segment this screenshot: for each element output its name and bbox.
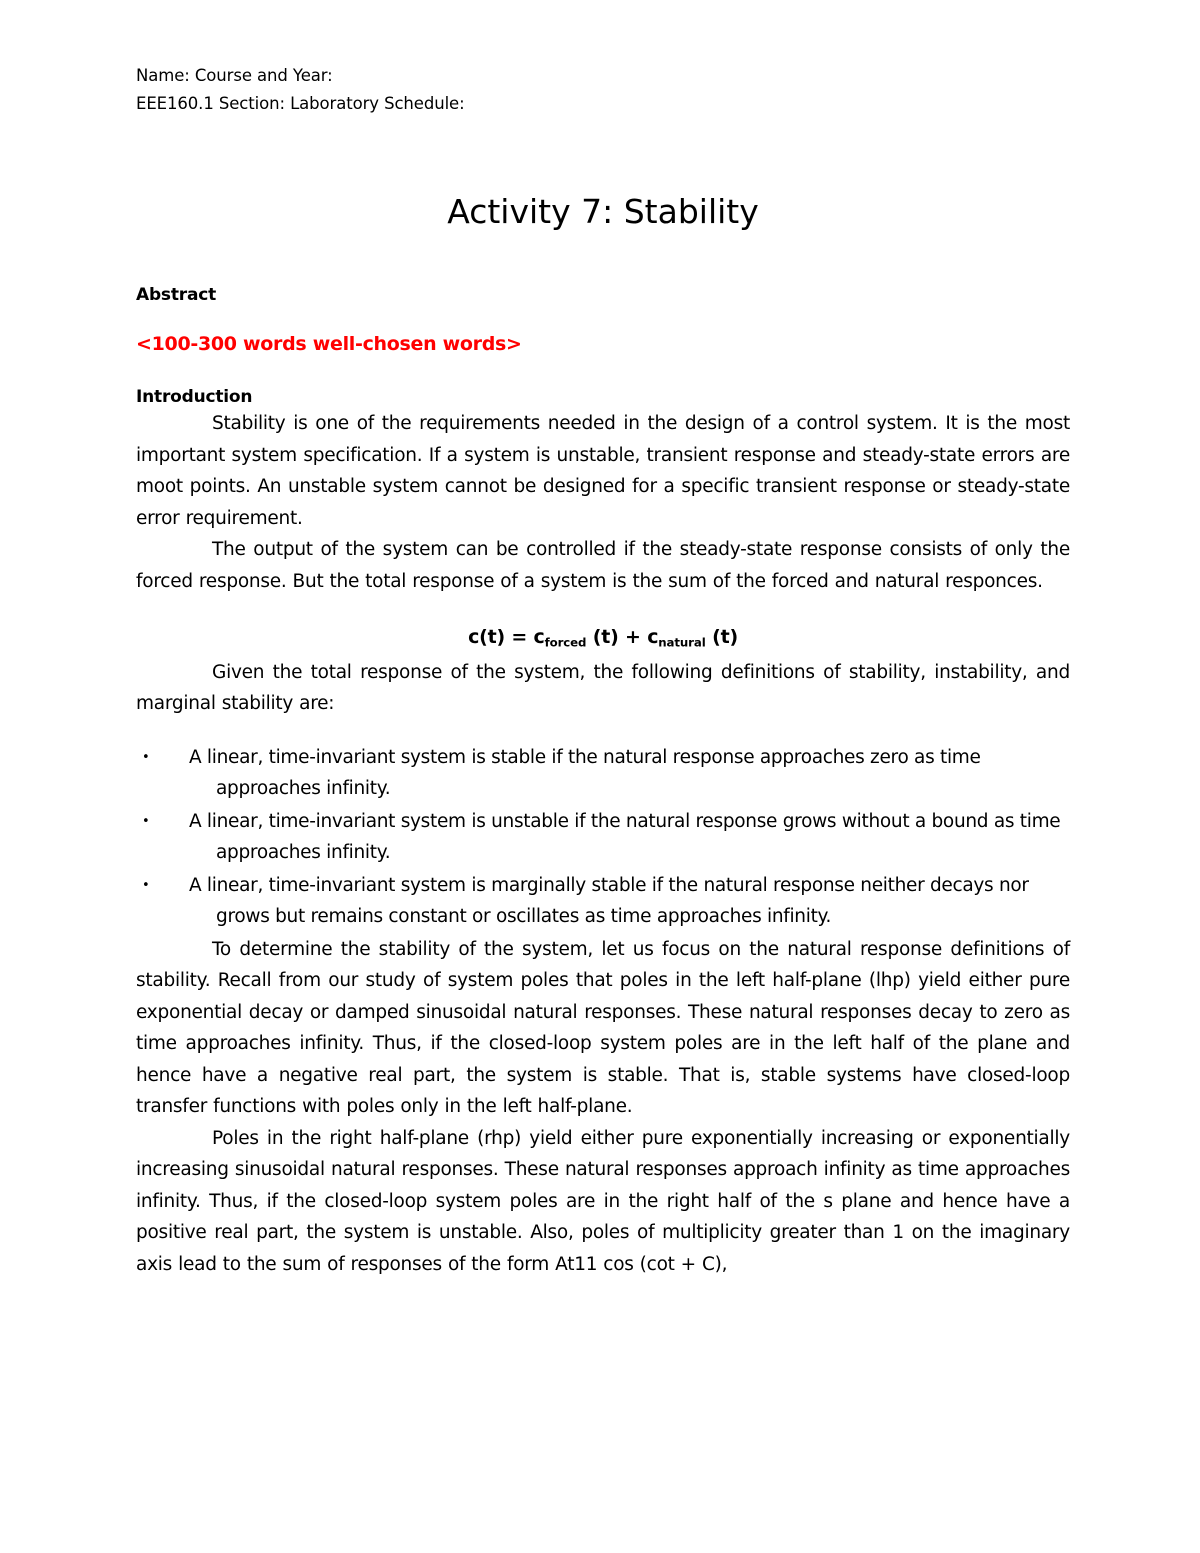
- header-line-name-course: Name: Course and Year:: [136, 66, 333, 85]
- equation-middle: (t) + c: [586, 626, 659, 648]
- list-item: [136, 806, 1070, 869]
- list-item: [136, 870, 1070, 933]
- stability-definitions-list: [136, 742, 1070, 933]
- bullet-dot-icon: •: [142, 877, 150, 893]
- list-item: [136, 742, 1070, 805]
- heading-abstract: Abstract: [136, 285, 217, 305]
- equation-rhs: (t): [705, 626, 738, 648]
- paragraph-definitions-intro: Given the total response of the system, the following definitions of stability, instability, and marginal stability are:: [136, 661, 1070, 715]
- bullet-dot-icon: •: [142, 813, 150, 829]
- list-item-label: A linear, time-invariant system is stable if the natural response approaches zero as time approaches infinity.: [189, 746, 981, 800]
- paragraph-stability-requirement: Stability is one of the requirements needed in the design of a control system. It is the most important system specification. If a system is unstable, transient response and steady-state errors are moot points. An unstable system cannot be designed for a specific transient response or steady-state error requirement.: [136, 413, 1070, 529]
- paragraph-total-response: The output of the system can be controlled if the steady-state response consists of only the forced response. But the total response of a system is the sum of the forced and natural responces.: [136, 539, 1070, 592]
- page-title: Activity 7: Stability: [447, 192, 759, 231]
- bullet-dot-icon: •: [142, 749, 150, 765]
- equation-lhs: c(t) = c: [468, 626, 545, 648]
- equation-total-response: [136, 623, 1070, 657]
- abstract-placeholder-note: <100-300 words well-chosen words>: [136, 333, 522, 355]
- equation-subscript-forced: forced: [544, 635, 587, 650]
- paragraph-right-half-plane: Poles in the right half-plane (rhp) yield either pure exponentially increasing or exponentially increasing sinusoidal natural responses. These natural responses approach infinity as time approaches infinity. Thus, if the closed-loop system poles are in the right half of the s plane and hence have a positive real part, the system is unstable. Also, poles of multiplicity greater than 1 on the imaginary axis lead to the sum of responses of the form At11 cos (cot + C),: [136, 1127, 1070, 1275]
- header-line-section-schedule: EEE160.1 Section: Laboratory Schedule:: [136, 94, 465, 113]
- paragraph-left-half-plane: To determine the stability of the system, let us focus on the natural response definitions of stability. Recall from our study of system poles that poles in the left half-plane (lhp) yield either pure exponential decay or damped sinusoidal natural responses. These natural responses decay to zero as time approaches infinity. Thus, if the closed-loop system poles are in the left half of the plane and hence have a negative real part, the system is stable. That is, stable systems have closed-loop transfer functions with poles only in the left half-plane.: [136, 938, 1070, 1118]
- equation-subscript-natural: natural: [658, 635, 706, 650]
- list-item-label: A linear, time-invariant system is unstable if the natural response grows without a bound as time approaches infinity.: [189, 810, 1061, 864]
- document-header: [136, 62, 1070, 118]
- heading-introduction: Introduction: [136, 387, 253, 407]
- list-item-label: A linear, time-invariant system is marginally stable if the natural response neither decays nor grows but remains constant or oscillates as time approaches infinity.: [189, 874, 1029, 928]
